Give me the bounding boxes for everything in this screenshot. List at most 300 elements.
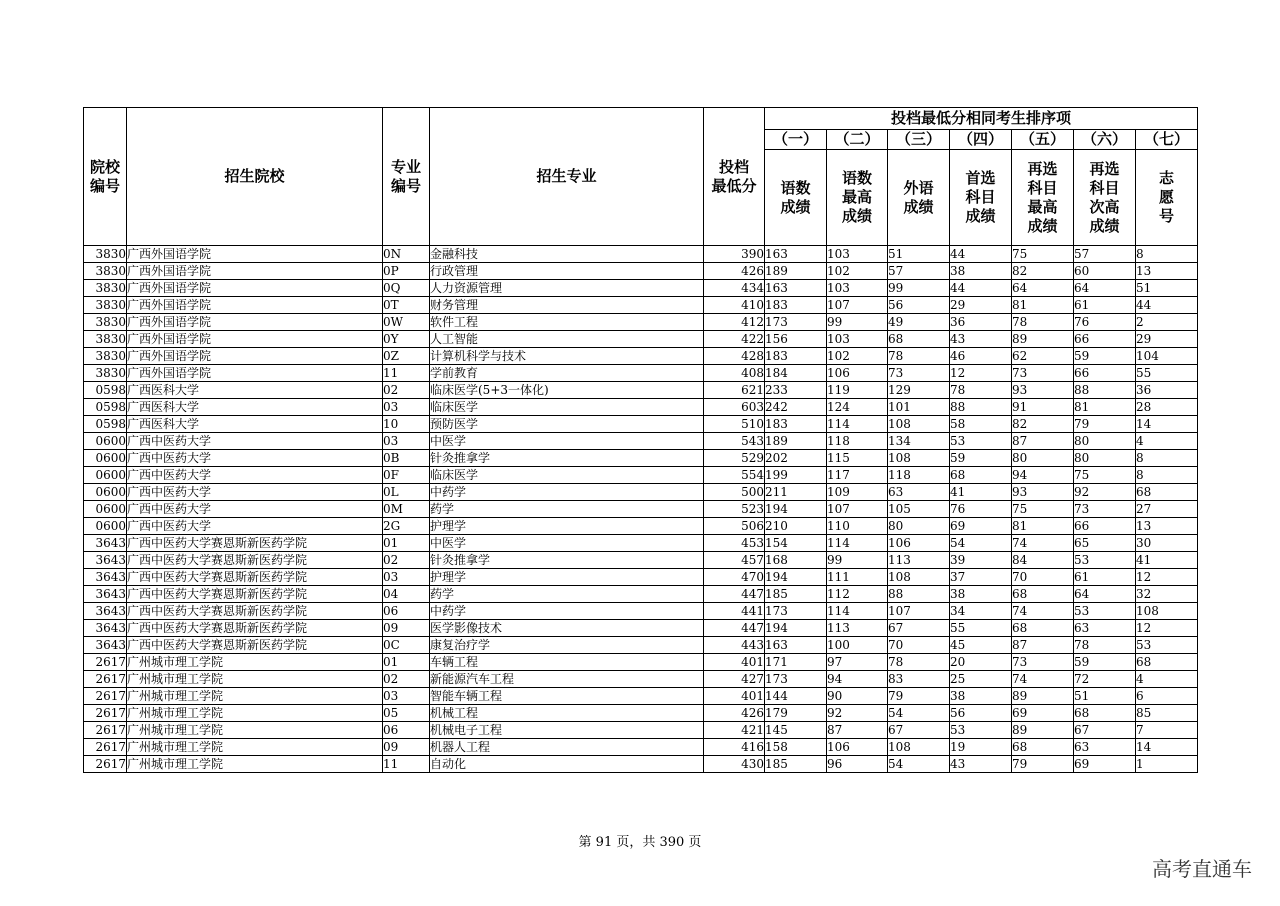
cell-score-6: 72 — [1074, 671, 1136, 688]
cell-score-7: 104 — [1136, 348, 1198, 365]
cell-score-3: 70 — [888, 637, 950, 654]
table-row — [84, 671, 1198, 688]
cell-school-name: 广州城市理工学院 — [127, 739, 383, 756]
cell-major-name: 预防医学 — [430, 416, 704, 433]
cell-score-4: 37 — [950, 569, 1012, 586]
cell-min-score: 408 — [704, 365, 765, 382]
cell-major-name: 自动化 — [430, 756, 704, 773]
cell-score-6: 66 — [1074, 518, 1136, 535]
cell-major-name: 学前教育 — [430, 365, 704, 382]
header-tiebreak-num: （二） — [827, 130, 888, 150]
table-row — [84, 688, 1198, 705]
cell-score-1: 158 — [765, 739, 827, 756]
cell-score-6: 53 — [1074, 603, 1136, 620]
cell-school-code: 3643 — [84, 637, 127, 654]
cell-score-7: 108 — [1136, 603, 1198, 620]
cell-school-name: 广西外国语学院 — [127, 280, 383, 297]
cell-score-1: 183 — [765, 297, 827, 314]
watermark-text: 高考直通车 — [1152, 857, 1252, 881]
cell-major-code: 11 — [383, 756, 430, 773]
table-row — [84, 501, 1198, 518]
cell-score-4: 39 — [950, 552, 1012, 569]
cell-min-score: 447 — [704, 586, 765, 603]
cell-major-name: 药学 — [430, 501, 704, 518]
cell-school-code: 3643 — [84, 552, 127, 569]
cell-score-5: 89 — [1012, 331, 1074, 348]
cell-score-7: 4 — [1136, 433, 1198, 450]
cell-score-4: 88 — [950, 399, 1012, 416]
cell-major-name: 人力资源管理 — [430, 280, 704, 297]
cell-major-code: 0M — [383, 501, 430, 518]
cell-score-1: 202 — [765, 450, 827, 467]
cell-score-6: 92 — [1074, 484, 1136, 501]
cell-min-score: 470 — [704, 569, 765, 586]
cell-school-name: 广州城市理工学院 — [127, 756, 383, 773]
cell-school-name: 广西中医药大学赛恩斯新医药学院 — [127, 586, 383, 603]
cell-score-5: 74 — [1012, 671, 1074, 688]
cell-min-score: 401 — [704, 688, 765, 705]
header-school-code: 院校 编号 — [84, 108, 127, 246]
cell-score-3: 108 — [888, 450, 950, 467]
cell-score-4: 38 — [950, 586, 1012, 603]
cell-score-1: 163 — [765, 280, 827, 297]
cell-score-4: 55 — [950, 620, 1012, 637]
cell-score-7: 36 — [1136, 382, 1198, 399]
cell-score-1: 242 — [765, 399, 827, 416]
cell-score-3: 78 — [888, 348, 950, 365]
cell-school-name: 广西外国语学院 — [127, 263, 383, 280]
header-tiebreak-group: 投档最低分相同考生排序项 — [765, 108, 1198, 130]
cell-score-2: 102 — [827, 263, 888, 280]
cell-score-2: 97 — [827, 654, 888, 671]
cell-score-4: 38 — [950, 688, 1012, 705]
table-row — [84, 331, 1198, 348]
cell-school-name: 广州城市理工学院 — [127, 654, 383, 671]
cell-school-name: 广西中医药大学 — [127, 450, 383, 467]
table-row — [84, 365, 1198, 382]
cell-score-2: 124 — [827, 399, 888, 416]
cell-score-3: 118 — [888, 467, 950, 484]
cell-school-name: 广西外国语学院 — [127, 246, 383, 263]
cell-school-code: 3643 — [84, 620, 127, 637]
cell-school-code: 0600 — [84, 484, 127, 501]
table-row — [84, 603, 1198, 620]
cell-major-name: 针灸推拿学 — [430, 450, 704, 467]
cell-major-name: 护理学 — [430, 518, 704, 535]
cell-min-score: 427 — [704, 671, 765, 688]
cell-major-name: 行政管理 — [430, 263, 704, 280]
cell-score-2: 115 — [827, 450, 888, 467]
cell-score-5: 78 — [1012, 314, 1074, 331]
table-row — [84, 467, 1198, 484]
cell-score-7: 12 — [1136, 569, 1198, 586]
cell-score-6: 57 — [1074, 246, 1136, 263]
cell-score-3: 105 — [888, 501, 950, 518]
cell-school-name: 广西中医药大学赛恩斯新医药学院 — [127, 569, 383, 586]
cell-score-1: 171 — [765, 654, 827, 671]
cell-school-code: 2617 — [84, 705, 127, 722]
header-major-name: 招生专业 — [430, 108, 704, 246]
cell-score-1: 145 — [765, 722, 827, 739]
cell-score-2: 118 — [827, 433, 888, 450]
cell-score-4: 45 — [950, 637, 1012, 654]
cell-score-2: 117 — [827, 467, 888, 484]
cell-major-code: 0P — [383, 263, 430, 280]
cell-major-name: 临床医学(5+3一体化) — [430, 382, 704, 399]
cell-score-3: 83 — [888, 671, 950, 688]
cell-score-5: 91 — [1012, 399, 1074, 416]
cell-score-6: 65 — [1074, 535, 1136, 552]
cell-min-score: 430 — [704, 756, 765, 773]
cell-score-7: 1 — [1136, 756, 1198, 773]
cell-major-code: 0W — [383, 314, 430, 331]
cell-score-3: 88 — [888, 586, 950, 603]
cell-min-score: 410 — [704, 297, 765, 314]
cell-school-name: 广州城市理工学院 — [127, 722, 383, 739]
cell-score-5: 80 — [1012, 450, 1074, 467]
cell-major-code: 02 — [383, 671, 430, 688]
cell-major-code: 0B — [383, 450, 430, 467]
table-row — [84, 450, 1198, 467]
cell-score-7: 68 — [1136, 484, 1198, 501]
cell-score-1: 163 — [765, 246, 827, 263]
cell-score-7: 14 — [1136, 739, 1198, 756]
cell-min-score: 554 — [704, 467, 765, 484]
cell-score-6: 53 — [1074, 552, 1136, 569]
cell-major-code: 06 — [383, 722, 430, 739]
cell-score-5: 82 — [1012, 416, 1074, 433]
cell-school-name: 广西医科大学 — [127, 416, 383, 433]
cell-score-4: 46 — [950, 348, 1012, 365]
cell-score-5: 93 — [1012, 484, 1074, 501]
table-body — [84, 246, 1198, 773]
cell-score-7: 14 — [1136, 416, 1198, 433]
cell-score-6: 69 — [1074, 756, 1136, 773]
cell-score-2: 119 — [827, 382, 888, 399]
cell-score-1: 233 — [765, 382, 827, 399]
cell-min-score: 506 — [704, 518, 765, 535]
cell-score-6: 68 — [1074, 705, 1136, 722]
cell-school-code: 3643 — [84, 569, 127, 586]
table-row — [84, 586, 1198, 603]
cell-major-name: 车辆工程 — [430, 654, 704, 671]
cell-major-name: 计算机科学与技术 — [430, 348, 704, 365]
cell-major-code: 01 — [383, 654, 430, 671]
cell-score-5: 75 — [1012, 501, 1074, 518]
cell-min-score: 543 — [704, 433, 765, 450]
cell-min-score: 621 — [704, 382, 765, 399]
cell-score-4: 68 — [950, 467, 1012, 484]
cell-major-name: 智能车辆工程 — [430, 688, 704, 705]
cell-school-code: 0600 — [84, 518, 127, 535]
table-row — [84, 484, 1198, 501]
cell-score-2: 114 — [827, 416, 888, 433]
cell-major-code: 0L — [383, 484, 430, 501]
cell-score-1: 211 — [765, 484, 827, 501]
table-row — [84, 263, 1198, 280]
cell-score-3: 68 — [888, 331, 950, 348]
cell-score-6: 59 — [1074, 348, 1136, 365]
cell-score-1: 194 — [765, 620, 827, 637]
cell-min-score: 441 — [704, 603, 765, 620]
cell-score-2: 102 — [827, 348, 888, 365]
cell-school-code: 0598 — [84, 416, 127, 433]
cell-school-code: 3830 — [84, 263, 127, 280]
cell-score-3: 73 — [888, 365, 950, 382]
cell-score-6: 51 — [1074, 688, 1136, 705]
cell-score-5: 74 — [1012, 535, 1074, 552]
cell-min-score: 426 — [704, 705, 765, 722]
cell-score-4: 56 — [950, 705, 1012, 722]
cell-score-5: 73 — [1012, 654, 1074, 671]
cell-school-name: 广西中医药大学赛恩斯新医药学院 — [127, 552, 383, 569]
cell-school-code: 3830 — [84, 297, 127, 314]
cell-score-6: 75 — [1074, 467, 1136, 484]
cell-major-code: 0C — [383, 637, 430, 654]
cell-school-name: 广西中医药大学赛恩斯新医药学院 — [127, 620, 383, 637]
cell-major-code: 09 — [383, 739, 430, 756]
cell-school-code: 3643 — [84, 586, 127, 603]
cell-score-5: 87 — [1012, 637, 1074, 654]
cell-major-code: 2G — [383, 518, 430, 535]
header-tiebreak-num: （四） — [950, 130, 1012, 150]
cell-school-name: 广西中医药大学赛恩斯新医药学院 — [127, 535, 383, 552]
cell-school-name: 广西中医药大学 — [127, 433, 383, 450]
cell-major-name: 机器人工程 — [430, 739, 704, 756]
cell-score-5: 93 — [1012, 382, 1074, 399]
cell-school-code: 3830 — [84, 314, 127, 331]
cell-score-3: 108 — [888, 739, 950, 756]
cell-major-name: 机械电子工程 — [430, 722, 704, 739]
cell-score-5: 68 — [1012, 620, 1074, 637]
cell-min-score: 523 — [704, 501, 765, 518]
cell-min-score: 529 — [704, 450, 765, 467]
cell-major-name: 中医学 — [430, 433, 704, 450]
table-row — [84, 637, 1198, 654]
cell-score-7: 8 — [1136, 467, 1198, 484]
cell-score-5: 64 — [1012, 280, 1074, 297]
cell-score-4: 53 — [950, 722, 1012, 739]
cell-major-code: 0N — [383, 246, 430, 263]
cell-score-7: 29 — [1136, 331, 1198, 348]
cell-score-6: 80 — [1074, 450, 1136, 467]
cell-min-score: 422 — [704, 331, 765, 348]
cell-school-name: 广西中医药大学赛恩斯新医药学院 — [127, 603, 383, 620]
header-tiebreak-num: （六） — [1074, 130, 1136, 150]
cell-score-6: 78 — [1074, 637, 1136, 654]
cell-school-name: 广西外国语学院 — [127, 331, 383, 348]
cell-major-name: 中药学 — [430, 484, 704, 501]
cell-score-2: 90 — [827, 688, 888, 705]
cell-score-7: 44 — [1136, 297, 1198, 314]
cell-min-score: 426 — [704, 263, 765, 280]
cell-school-code: 0600 — [84, 501, 127, 518]
cell-major-code: 03 — [383, 433, 430, 450]
cell-major-name: 财务管理 — [430, 297, 704, 314]
cell-major-code: 05 — [383, 705, 430, 722]
cell-score-4: 53 — [950, 433, 1012, 450]
cell-score-7: 13 — [1136, 263, 1198, 280]
cell-score-6: 73 — [1074, 501, 1136, 518]
cell-score-7: 53 — [1136, 637, 1198, 654]
cell-school-name: 广西外国语学院 — [127, 365, 383, 382]
cell-score-1: 183 — [765, 416, 827, 433]
cell-school-code: 0600 — [84, 467, 127, 484]
cell-major-name: 针灸推拿学 — [430, 552, 704, 569]
cell-score-3: 134 — [888, 433, 950, 450]
cell-score-1: 179 — [765, 705, 827, 722]
cell-score-5: 68 — [1012, 586, 1074, 603]
cell-score-4: 43 — [950, 331, 1012, 348]
cell-score-7: 6 — [1136, 688, 1198, 705]
cell-score-5: 87 — [1012, 433, 1074, 450]
cell-min-score: 390 — [704, 246, 765, 263]
cell-score-3: 63 — [888, 484, 950, 501]
cell-score-6: 64 — [1074, 586, 1136, 603]
cell-score-3: 101 — [888, 399, 950, 416]
cell-major-code: 0F — [383, 467, 430, 484]
cell-school-name: 广西外国语学院 — [127, 348, 383, 365]
cell-major-code: 02 — [383, 382, 430, 399]
cell-score-2: 96 — [827, 756, 888, 773]
cell-score-2: 107 — [827, 501, 888, 518]
cell-score-5: 89 — [1012, 722, 1074, 739]
cell-score-7: 55 — [1136, 365, 1198, 382]
cell-score-6: 79 — [1074, 416, 1136, 433]
cell-score-3: 80 — [888, 518, 950, 535]
cell-score-7: 2 — [1136, 314, 1198, 331]
cell-score-1: 189 — [765, 263, 827, 280]
cell-score-7: 51 — [1136, 280, 1198, 297]
table-row — [84, 739, 1198, 756]
cell-score-4: 69 — [950, 518, 1012, 535]
cell-score-2: 114 — [827, 603, 888, 620]
cell-score-3: 108 — [888, 569, 950, 586]
cell-score-7: 13 — [1136, 518, 1198, 535]
cell-major-code: 0Z — [383, 348, 430, 365]
cell-score-1: 156 — [765, 331, 827, 348]
cell-major-code: 10 — [383, 416, 430, 433]
cell-score-2: 112 — [827, 586, 888, 603]
cell-major-name: 人工智能 — [430, 331, 704, 348]
cell-major-name: 机械工程 — [430, 705, 704, 722]
cell-major-code: 02 — [383, 552, 430, 569]
table-row — [84, 433, 1198, 450]
cell-school-code: 0598 — [84, 399, 127, 416]
cell-major-name: 药学 — [430, 586, 704, 603]
cell-score-5: 94 — [1012, 467, 1074, 484]
cell-score-3: 108 — [888, 416, 950, 433]
cell-major-code: 03 — [383, 399, 430, 416]
cell-score-1: 173 — [765, 603, 827, 620]
cell-score-5: 62 — [1012, 348, 1074, 365]
cell-score-3: 57 — [888, 263, 950, 280]
cell-school-name: 广西中医药大学 — [127, 501, 383, 518]
cell-school-name: 广州城市理工学院 — [127, 671, 383, 688]
cell-score-1: 199 — [765, 467, 827, 484]
cell-score-1: 183 — [765, 348, 827, 365]
cell-school-code: 3830 — [84, 280, 127, 297]
table-row — [84, 246, 1198, 263]
cell-score-7: 7 — [1136, 722, 1198, 739]
cell-school-code: 3830 — [84, 246, 127, 263]
cell-school-name: 广西中医药大学 — [127, 484, 383, 501]
cell-school-code: 3830 — [84, 365, 127, 382]
cell-score-4: 34 — [950, 603, 1012, 620]
cell-score-4: 76 — [950, 501, 1012, 518]
cell-school-name: 广西中医药大学赛恩斯新医药学院 — [127, 637, 383, 654]
cell-score-2: 107 — [827, 297, 888, 314]
cell-score-2: 106 — [827, 365, 888, 382]
cell-school-code: 2617 — [84, 756, 127, 773]
cell-school-code: 0598 — [84, 382, 127, 399]
cell-major-code: 0Y — [383, 331, 430, 348]
cell-score-1: 210 — [765, 518, 827, 535]
header-tiebreak-item: 语数 成绩 — [765, 150, 827, 246]
cell-score-4: 38 — [950, 263, 1012, 280]
cell-score-2: 87 — [827, 722, 888, 739]
table-row — [84, 399, 1198, 416]
cell-score-2: 100 — [827, 637, 888, 654]
cell-score-4: 20 — [950, 654, 1012, 671]
cell-score-5: 82 — [1012, 263, 1074, 280]
cell-school-name: 广西医科大学 — [127, 382, 383, 399]
header-min-score: 投档 最低分 — [704, 108, 765, 246]
cell-score-1: 173 — [765, 314, 827, 331]
cell-score-1: 189 — [765, 433, 827, 450]
header-tiebreak-item: 再选 科目 最高 成绩 — [1012, 150, 1074, 246]
cell-score-3: 49 — [888, 314, 950, 331]
header-tiebreak-item: 语数 最高 成绩 — [827, 150, 888, 246]
header-tiebreak-item: 志 愿 号 — [1136, 150, 1198, 246]
cell-score-2: 92 — [827, 705, 888, 722]
cell-score-3: 106 — [888, 535, 950, 552]
cell-score-7: 12 — [1136, 620, 1198, 637]
cell-score-2: 113 — [827, 620, 888, 637]
cell-score-3: 51 — [888, 246, 950, 263]
cell-score-6: 63 — [1074, 739, 1136, 756]
cell-score-7: 85 — [1136, 705, 1198, 722]
cell-major-code: 04 — [383, 586, 430, 603]
table-row — [84, 314, 1198, 331]
cell-score-3: 56 — [888, 297, 950, 314]
cell-score-6: 80 — [1074, 433, 1136, 450]
cell-school-code: 3830 — [84, 331, 127, 348]
cell-school-code: 2617 — [84, 688, 127, 705]
cell-score-2: 99 — [827, 314, 888, 331]
cell-score-5: 75 — [1012, 246, 1074, 263]
cell-school-code: 0600 — [84, 433, 127, 450]
cell-score-1: 185 — [765, 756, 827, 773]
cell-school-code: 3830 — [84, 348, 127, 365]
cell-major-code: 03 — [383, 688, 430, 705]
cell-major-code: 01 — [383, 535, 430, 552]
cell-score-2: 106 — [827, 739, 888, 756]
cell-score-3: 107 — [888, 603, 950, 620]
cell-major-code: 09 — [383, 620, 430, 637]
cell-score-4: 78 — [950, 382, 1012, 399]
cell-score-4: 19 — [950, 739, 1012, 756]
cell-school-code: 2617 — [84, 722, 127, 739]
table-row — [84, 297, 1198, 314]
table-row — [84, 654, 1198, 671]
cell-score-4: 44 — [950, 246, 1012, 263]
cell-min-score: 457 — [704, 552, 765, 569]
cell-score-1: 184 — [765, 365, 827, 382]
table-row — [84, 280, 1198, 297]
header-tiebreak-num: （五） — [1012, 130, 1074, 150]
cell-min-score: 434 — [704, 280, 765, 297]
